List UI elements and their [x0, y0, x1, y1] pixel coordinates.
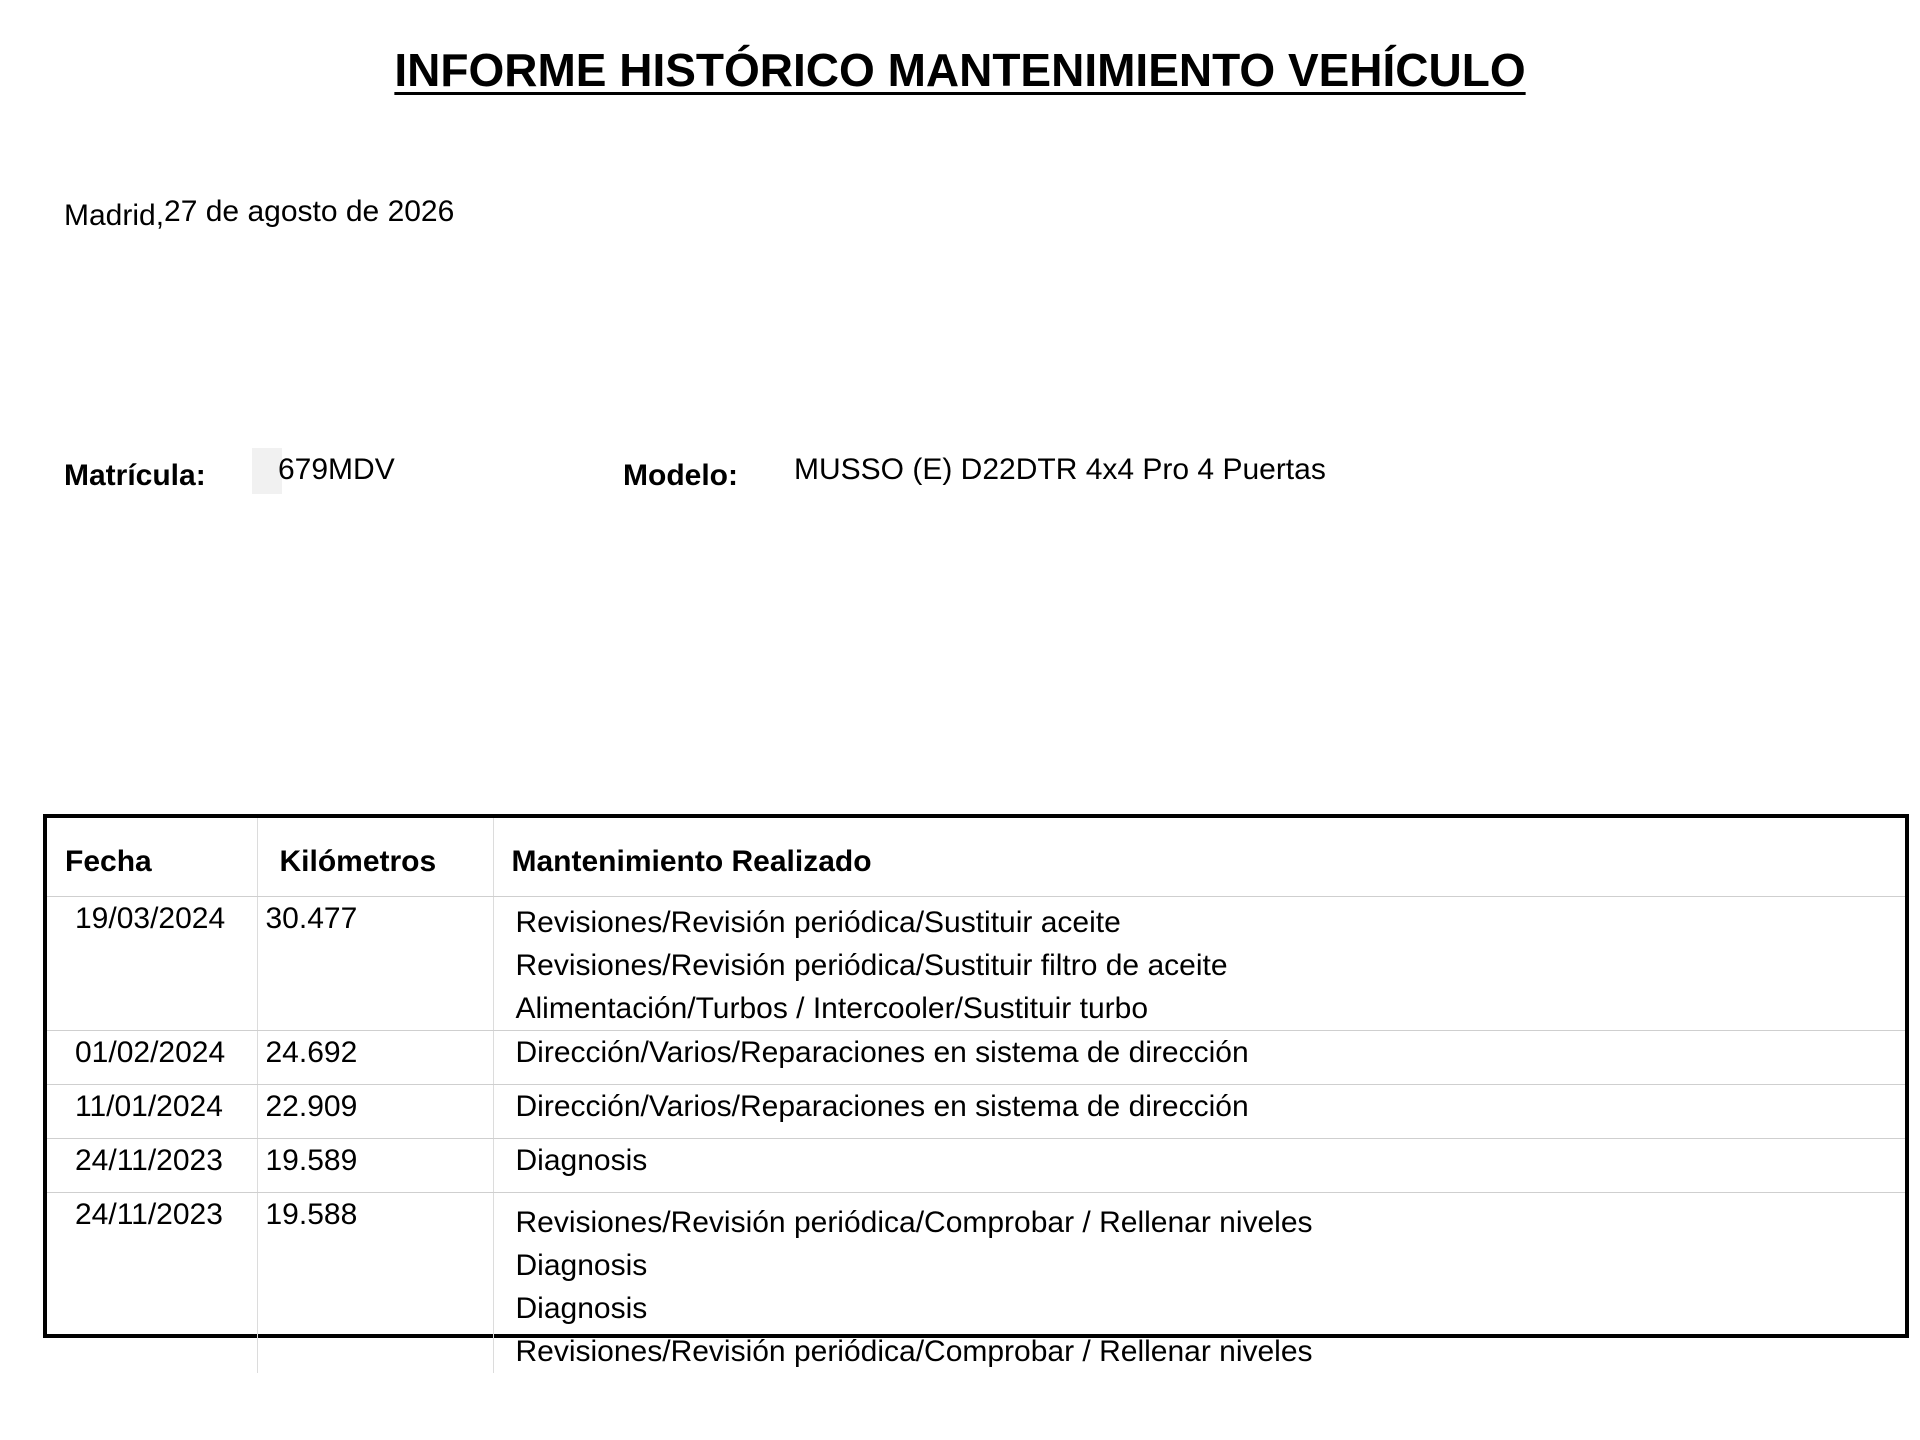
- table-row: [47, 897, 1905, 1031]
- table-row: [47, 1031, 1905, 1085]
- row-km: 19.588: [257, 1193, 493, 1374]
- report-date: 27 de agosto de 2026: [164, 195, 455, 228]
- table-header-row: [47, 818, 1905, 897]
- maintenance-table: [47, 818, 1905, 1373]
- maintenance-item: Alimentación/Turbos / Intercooler/Sustituir turbo: [515, 992, 1149, 1025]
- place-date-line: [64, 194, 454, 230]
- row-maintenance: [493, 897, 1905, 1031]
- report-title: INFORME HISTÓRICO MANTENIMIENTO VEHÍCULO: [394, 44, 1526, 96]
- row-km: 19.589: [257, 1139, 493, 1193]
- maintenance-table-box: [43, 814, 1909, 1368]
- place-text: Madrid,: [64, 199, 165, 232]
- row-maintenance: [493, 1139, 1905, 1193]
- maintenance-item: Dirección/Varios/Reparaciones en sistema de dirección: [515, 1090, 1249, 1123]
- plate-value: 679MDV: [278, 453, 395, 486]
- row-date: 01/02/2024: [47, 1031, 257, 1085]
- maintenance-item: Diagnosis: [515, 1249, 648, 1282]
- row-maintenance: [493, 1031, 1905, 1085]
- row-km: 22.909: [257, 1085, 493, 1139]
- model-label: Modelo:: [623, 459, 738, 492]
- row-maintenance: [493, 1193, 1905, 1374]
- header-km: Kilómetros: [257, 818, 493, 897]
- header-maintenance: Mantenimiento Realizado: [493, 818, 1905, 897]
- row-maintenance: [493, 1085, 1905, 1139]
- maintenance-item: Revisiones/Revisión periódica/Sustituir filtro de aceite: [515, 949, 1228, 982]
- table-row: [47, 1193, 1905, 1374]
- maintenance-item: Diagnosis: [515, 1292, 648, 1325]
- row-km: 24.692: [257, 1031, 493, 1085]
- row-date: 24/11/2023: [47, 1139, 257, 1193]
- maintenance-item: Revisiones/Revisión periódica/Comprobar / Rellenar niveles: [515, 1206, 1313, 1239]
- maintenance-item: Diagnosis: [515, 1144, 648, 1177]
- model-value: MUSSO (E) D22DTR 4x4 Pro 4 Puertas: [794, 453, 1326, 486]
- header-date: Fecha: [47, 818, 257, 897]
- table-row: [47, 1085, 1905, 1139]
- maintenance-item: Revisiones/Revisión periódica/Sustituir aceite: [515, 906, 1121, 939]
- row-date: 11/01/2024: [47, 1085, 257, 1139]
- maintenance-item: Dirección/Varios/Reparaciones en sistema de dirección: [515, 1036, 1249, 1069]
- row-date: 19/03/2024: [47, 897, 257, 1031]
- plate-label: Matrícula:: [64, 459, 206, 492]
- row-km: 30.477: [257, 897, 493, 1031]
- table-row: [47, 1139, 1905, 1193]
- maintenance-item: Revisiones/Revisión periódica/Comprobar / Rellenar niveles: [515, 1335, 1313, 1368]
- row-date: 24/11/2023: [75, 1198, 223, 1231]
